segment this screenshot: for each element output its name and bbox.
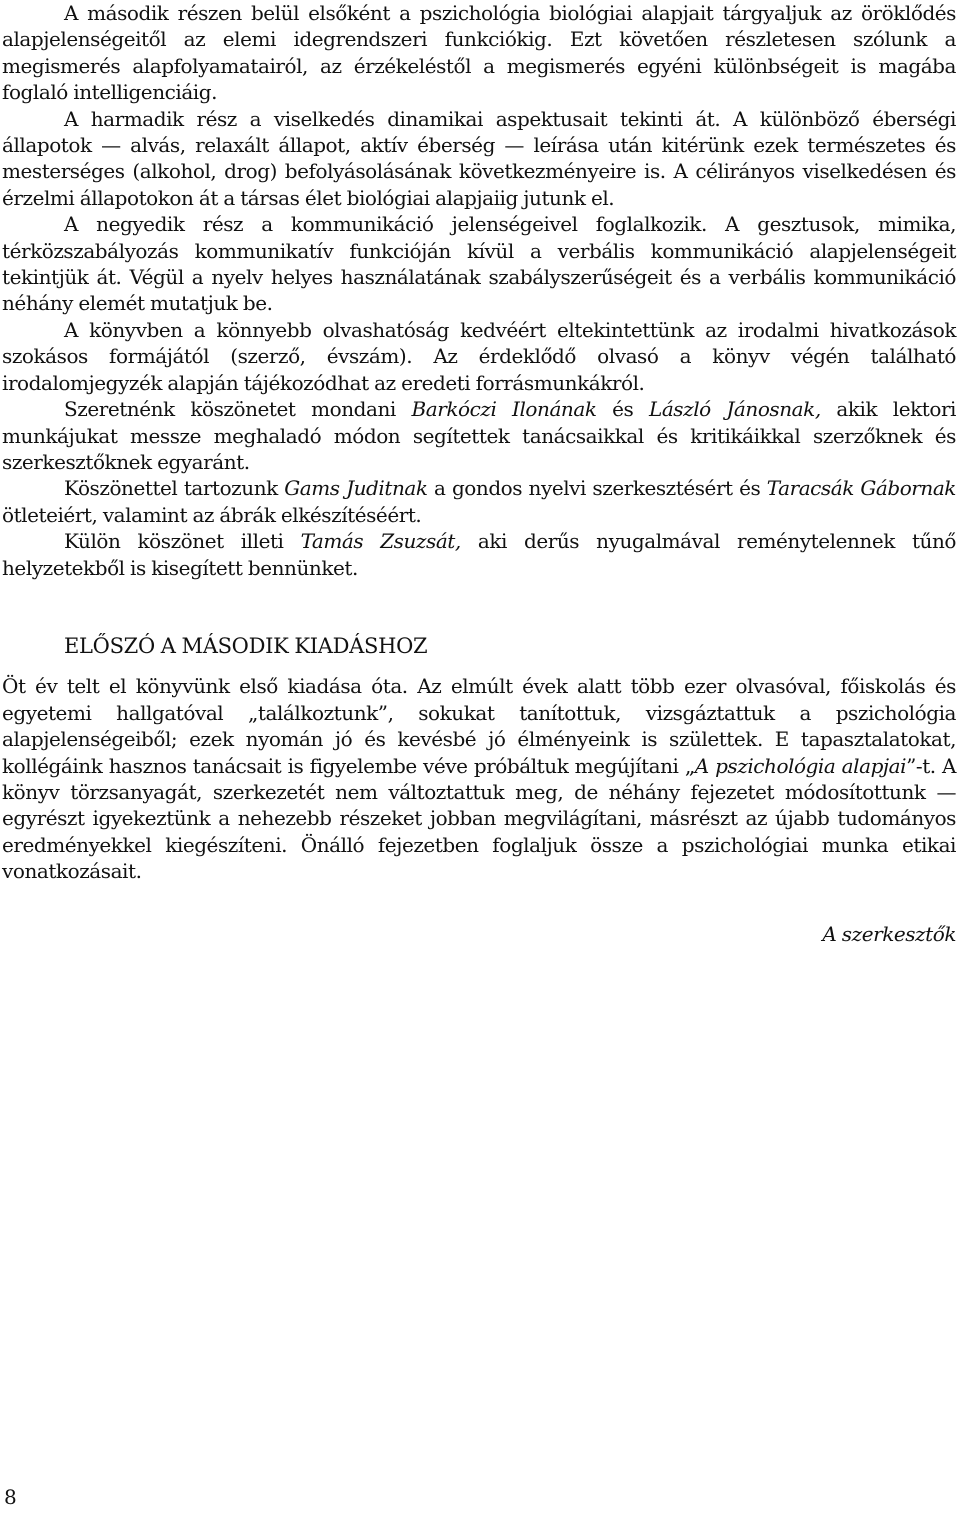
paragraph-part-three: A harmadik rész a viselkedés dinamikai aspektusait tekinti át. A különböző éberségi állapotok — alvás, relaxált állapot, aktív éberség — leírása után kitérünk ezek természetes és mesterséges (alkohol, drog) befolyásolásának következményeire is. A célirányos viselkedésen és érzelmi állapotokon át a társas élet biológiai alapjaiig jutunk el. [2, 106, 956, 210]
paragraph-part-two: A második részen belül elsőként a pszichológia biológiai alapjait tárgyaljuk az öröklődés alapjelenségeitől az elemi idegrendszeri funkciókig. Ezt követően részletesen szólunk a megismerés alapfolyamatairól, az érzékeléstől a megismerés egyéni különbségeit is magába foglaló intelligenciáig. [2, 1, 956, 105]
name-taracsak: Taracsák Gábornak [766, 476, 956, 501]
paragraph-part-four: A negyedik rész a kommunikáció jelenségeivel foglalkozik. A gesztusok, mimika, térközszabályozás kommunikatív funkcióján kívül a verbális kommunikáció alapjelenségeit tekintjük át. Végül a nyelv helyes használatának szabályszerűségeit és a verbális kommunikáció néhány elemét mutatjuk be. [2, 212, 956, 316]
paragraph-thanks-reviewers: Szeretnénk köszönetet mondani Barkóczi Ilonának és László Jánosnak, akik lektori munkájukat messze meghaladó módon segítettek tanácsaikkal és kritikáikkal szerzőknek és szerkesztőknek egyaránt. [2, 397, 957, 474]
paragraph-thanks-tamas: Külön köszönet illeti Tamás Zsuzsát, aki derűs nyugalmával reménytelennek tűnő helyzetekből is kisegített bennünket. [2, 529, 956, 580]
section-heading: ELŐSZÓ A MÁSODIK KIADÁSHOZ [64, 633, 428, 658]
signature: A szerkesztők [822, 921, 956, 946]
book-title: A pszichológia alapjai [694, 753, 907, 778]
name-tamas: Tamás Zsuzsát, [300, 529, 461, 554]
text-column [2, 0, 956, 947]
name-gams: Gams Juditnak [284, 476, 428, 501]
paragraph-second-edition: Öt év telt el könyvünk első kiadása óta. Az elmúlt évek alatt több ezer olvasóval, főiskolás és egyetemi hallgatóval „találkoztunk”, sokukat tanítottuk, vizsgáztattuk a pszichológia alapjelenségeiből; ezek nyomán jó és kevésbé jó élményeink is születtek. E tapasztalatokat, kollégáink hasznos tanácsait is figyelembe véve próbáltuk megújítani „A pszichológia alapjai”-t. A könyv törzsanyagát, szerkezetét nem változtattuk meg, de néhány fejezetet módosítottunk — egyrészt igyekeztünk a nehezebb részeket jobban megvilágítani, másrészt az újabb tudományos eredményekkel kiegészíteni. Önálló fejezetben foglaljuk össze a pszichológiai munka etikai vonatkozásait. [2, 674, 957, 884]
paragraph-thanks-editors: Köszönettel tartozunk Gams Juditnak a gondos nyelvi szerkesztésért és Taracsák Gábornak ötleteiért, valamint az ábrák elkészítéséért. [2, 476, 956, 527]
name-laszlo: László Jánosnak, [648, 397, 821, 422]
page-number: 8 [4, 1485, 17, 1509]
paragraph-references: A könyvben a könnyebb olvashatóság kedvéért eltekintettünk az irodalmi hivatkozások szokásos formájától (szerző, évszám). Az érdeklődő olvasó a könyv végén található irodalomjegyzék alapján tájékozódhat az eredeti forrásmunkákról. [2, 317, 956, 395]
section-spacer [2, 581, 956, 633]
name-barkoczi: Barkóczi Ilonának [411, 397, 597, 422]
